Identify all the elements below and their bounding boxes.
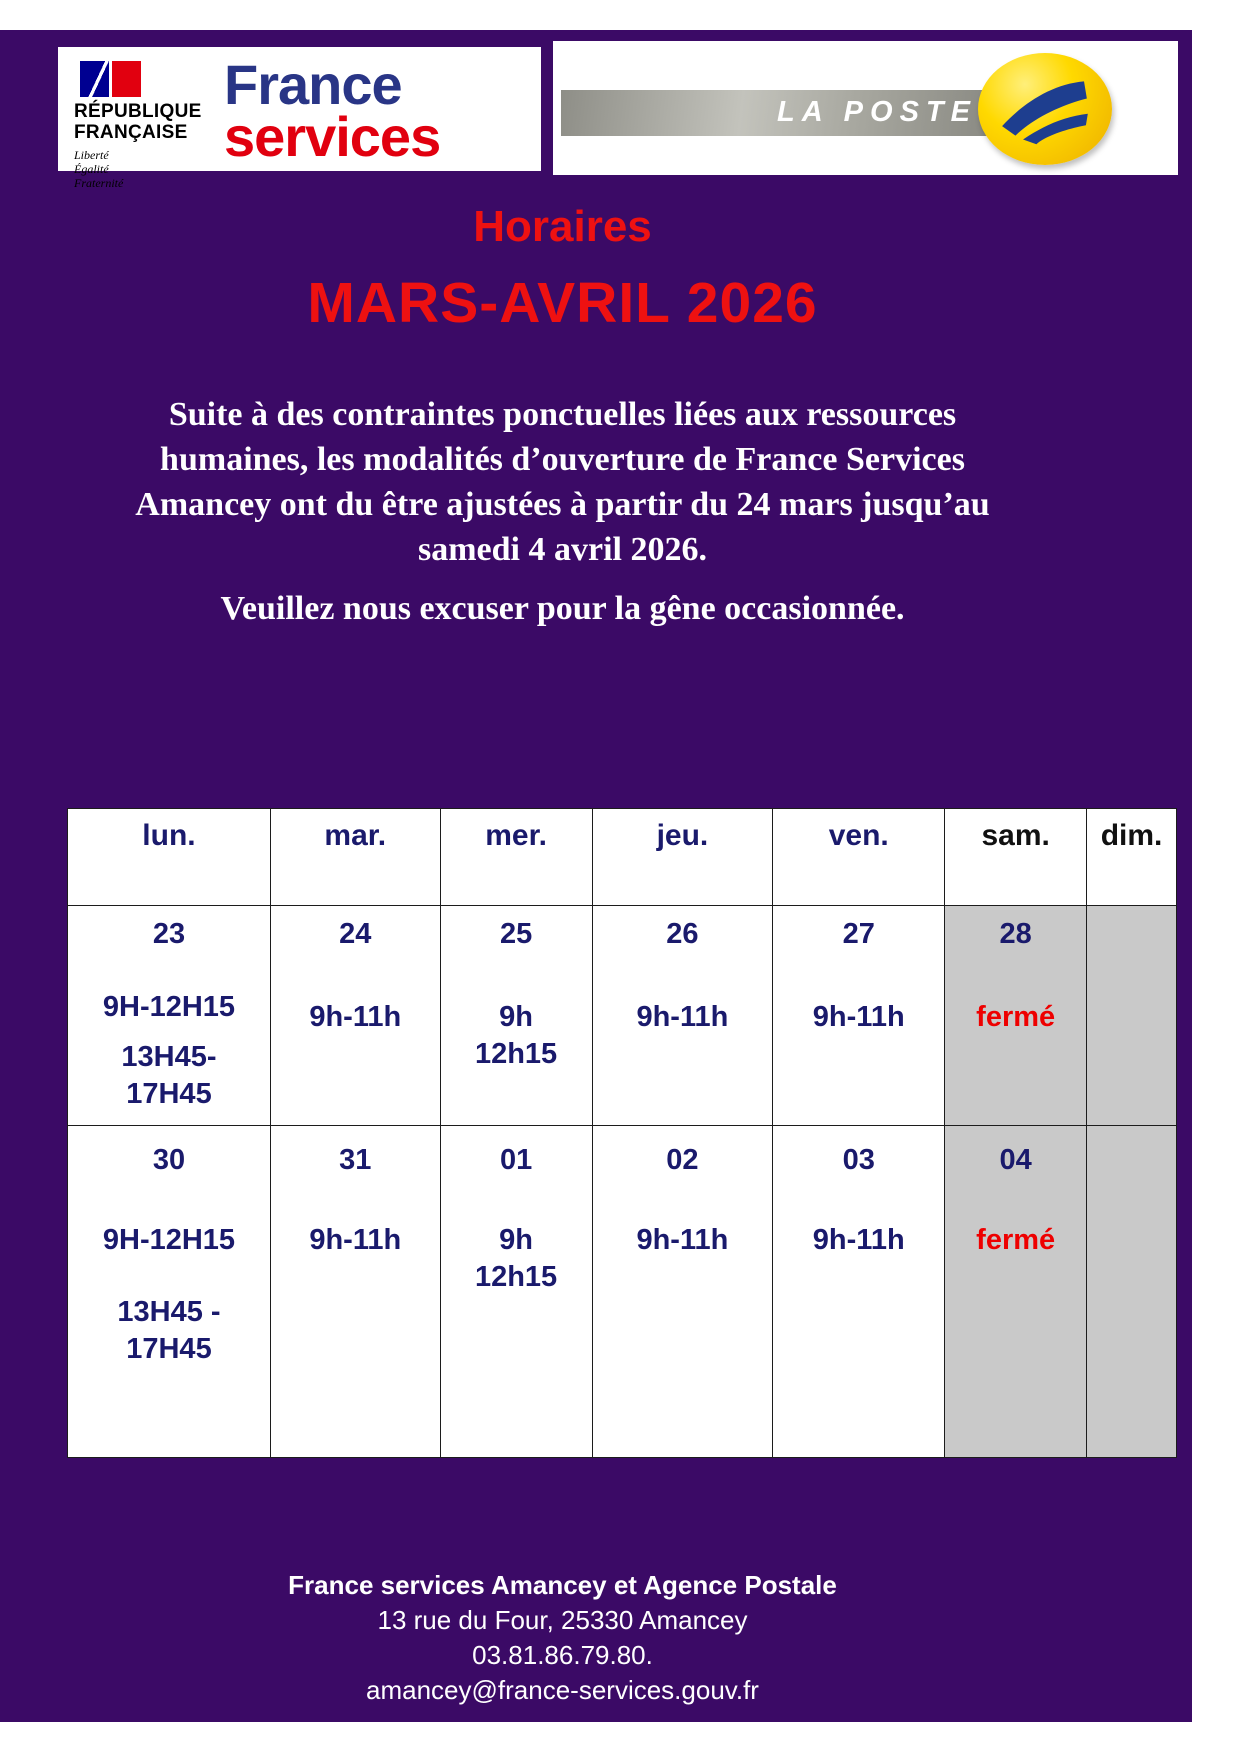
intro-line: humaines, les modalités d’ouverture de France Services [160,441,965,478]
cell-w2-dim [1087,1126,1177,1458]
republique-francaise-logo [74,57,224,190]
poster-background [0,30,1192,1722]
la-poste-logo [553,41,1178,175]
french-flag-icon [80,61,144,97]
day-header-ven: ven. [773,809,945,906]
republique-line1: RÉPUBLIQUE [74,101,202,122]
cell-date: 04 [999,1144,1032,1176]
cell-hours: 9H-12H15 [102,991,236,1023]
motto-egalite: Égalité [74,162,109,176]
cell-hours: 9h-11h [309,1224,402,1256]
cell-w1-jeu [592,906,773,1126]
cell-date: 27 [842,918,875,950]
cell-hours: 13H45- [121,1041,217,1073]
closed-status: fermé [976,1001,1056,1033]
cell-w2-jeu [592,1126,773,1458]
cell-date: 31 [339,1144,372,1176]
intro-line: Suite à des contraintes ponctuelles liées aux ressources [168,396,957,433]
cell-hours: 9h-11h [812,1001,905,1033]
cell-date: 30 [152,1144,186,1176]
republique-name [74,101,224,143]
cell-w1-dim [1087,906,1177,1126]
cell-hours: 17H45 [126,1078,212,1110]
cell-hours: 12h15 [474,1038,558,1070]
cell-hours: 13H45 - [117,1296,221,1328]
day-header-sam: sam. [945,809,1087,906]
la-poste-name: LA POSTE [777,96,977,128]
footer-contact [0,1568,1125,1708]
cell-w2-lun [68,1126,271,1458]
intro-paragraph [0,392,1125,572]
week1-row [68,906,1177,1126]
france-services-wordmark [224,53,441,171]
cell-w1-sam [945,906,1087,1126]
cell-date: 03 [842,1144,875,1176]
cell-hours: 9H-12H15 [102,1224,236,1256]
cell-date: 02 [666,1144,699,1176]
cell-date: 23 [152,918,186,950]
intro-line: Amancey ont du être ajustées à partir du 24 mars jusqu’au [135,486,990,523]
footer-address: 13 rue du Four, 25330 Amancey [377,1605,748,1635]
la-poste-banner [561,90,991,136]
footer-email: amancey@france-services.gouv.fr [366,1675,759,1705]
day-header-dim: dim. [1087,809,1177,906]
day-header-row [68,809,1177,906]
republique-line2: FRANÇAISE [74,122,188,143]
motto-fraternite: Fraternité [74,176,124,190]
cell-hours: 17H45 [126,1333,212,1365]
apology-text: Veuillez nous excuser pour la gêne occasionnée. [220,590,905,627]
cell-w1-mer [440,906,592,1126]
cell-date: 01 [499,1144,533,1176]
cell-w1-mar [270,906,440,1126]
page-subtitle: MARS-AVRIL 2026 [307,271,818,335]
cell-date: 26 [666,918,699,950]
la-poste-ball [978,53,1112,165]
republique-motto [74,148,224,190]
la-poste-bird-icon [994,69,1094,149]
schedule-table [67,808,1177,1458]
day-header-lun: lun. [68,809,271,906]
day-header-mer: mer. [440,809,592,906]
page-title: Horaires [473,202,652,251]
motto-liberte: Liberté [74,148,109,162]
cell-hours: 9h [499,1224,533,1256]
cell-hours: 9h-11h [636,1001,729,1033]
cell-date: 28 [999,918,1032,950]
closed-status: fermé [976,1224,1056,1256]
cell-w2-mer [440,1126,592,1458]
week2-row [68,1126,1177,1458]
cell-hours: 9h-11h [636,1224,729,1256]
france-services-logo [58,47,541,190]
cell-hours: 12h15 [474,1261,558,1293]
day-header-jeu: jeu. [592,809,773,906]
cell-hours: 9h-11h [812,1224,905,1256]
day-header-mar: mar. [270,809,440,906]
cell-w2-sam [945,1126,1087,1458]
cell-w1-lun [68,906,271,1126]
cell-hours: 9h-11h [309,1001,402,1033]
intro-line: samedi 4 avril 2026. [418,531,707,568]
wordmark-services: services [224,105,441,168]
cell-date: 25 [499,918,533,950]
cell-w1-ven [773,906,945,1126]
cell-w2-ven [773,1126,945,1458]
footer-office-name: France services Amancey et Agence Postale [288,1570,837,1600]
footer-phone: 03.81.86.79.80. [472,1640,653,1670]
wordmark-france: France [224,53,402,116]
cell-hours: 9h [499,1001,533,1033]
cell-date: 24 [339,918,372,950]
cell-w2-mar [270,1126,440,1458]
